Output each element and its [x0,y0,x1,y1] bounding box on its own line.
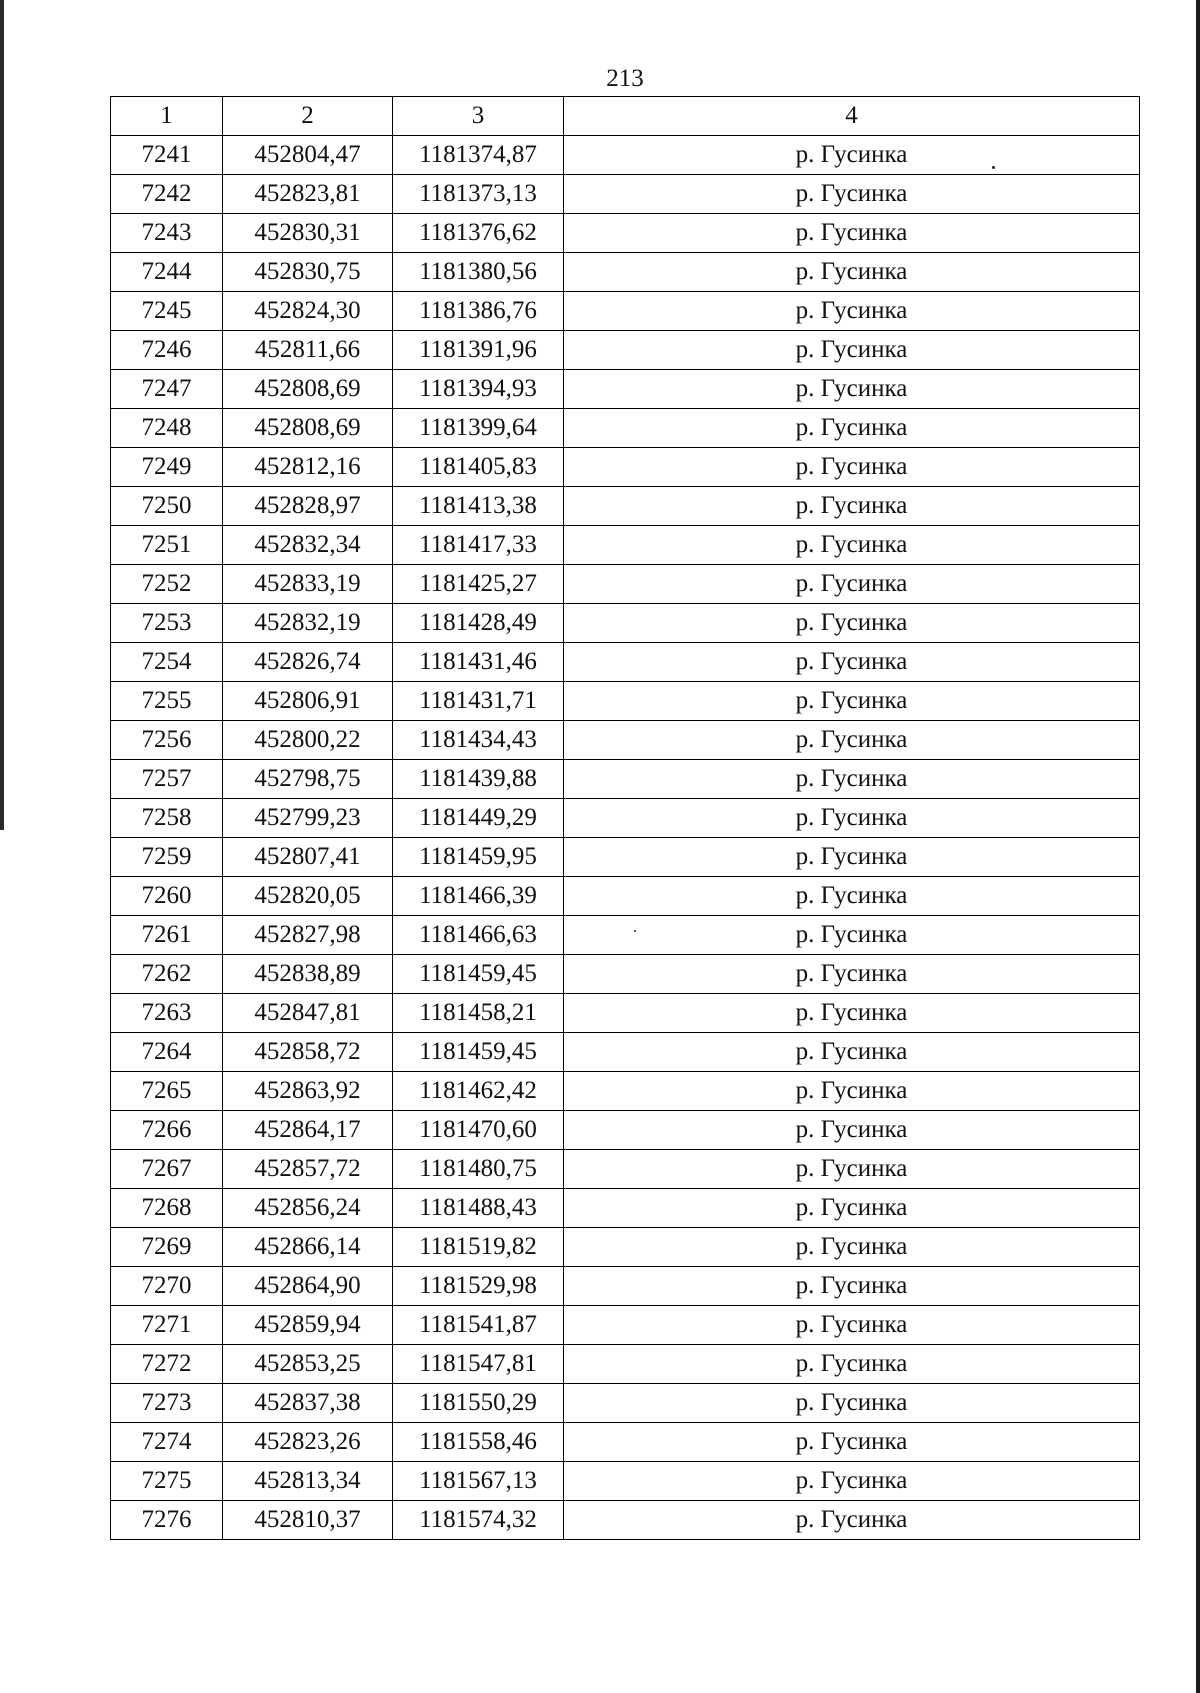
description-cell: р. Гусинка [564,721,1140,760]
description-cell: р. Гусинка [564,1150,1140,1189]
table-row [111,760,1140,799]
y-coordinate-cell: 1181550,29 [393,1384,564,1423]
x-coordinate-cell: 452824,30 [223,292,393,331]
x-coordinate-cell: 452799,23 [223,799,393,838]
scan-speck [634,930,636,932]
point-number-cell: 7258 [111,799,223,838]
point-number-cell: 7253 [111,604,223,643]
table-row [111,1033,1140,1072]
point-number-cell: 7247 [111,370,223,409]
x-coordinate-cell: 452837,38 [223,1384,393,1423]
x-coordinate-cell: 452859,94 [223,1306,393,1345]
table-row [111,1150,1140,1189]
table-row [111,526,1140,565]
x-coordinate-cell: 452833,19 [223,565,393,604]
x-coordinate-cell: 452864,17 [223,1111,393,1150]
y-coordinate-cell: 1181459,95 [393,838,564,877]
y-coordinate-cell: 1181567,13 [393,1462,564,1501]
point-number-cell: 7259 [111,838,223,877]
table-row [111,136,1140,175]
point-number-cell: 7252 [111,565,223,604]
y-coordinate-cell: 1181428,49 [393,604,564,643]
x-coordinate-cell: 452813,34 [223,1462,393,1501]
point-number-cell: 7267 [111,1150,223,1189]
table-row [111,253,1140,292]
y-coordinate-cell: 1181558,46 [393,1423,564,1462]
point-number-cell: 7263 [111,994,223,1033]
y-coordinate-cell: 1181519,82 [393,1228,564,1267]
point-number-cell: 7273 [111,1384,223,1423]
table-row [111,175,1140,214]
description-cell: р. Гусинка [564,1462,1140,1501]
point-number-cell: 7244 [111,253,223,292]
y-coordinate-cell: 1181380,56 [393,253,564,292]
y-coordinate-cell: 1181541,87 [393,1306,564,1345]
x-coordinate-cell: 452827,98 [223,916,393,955]
x-coordinate-cell: 452808,69 [223,370,393,409]
description-cell: р. Гусинка [564,838,1140,877]
x-coordinate-cell: 452808,69 [223,409,393,448]
table-row [111,409,1140,448]
table-header-row [111,97,1140,136]
description-cell: р. Гусинка [564,448,1140,487]
description-cell: р. Гусинка [564,1501,1140,1540]
y-coordinate-cell: 1181466,63 [393,916,564,955]
column-header-4: 4 [564,97,1140,136]
description-cell: р. Гусинка [564,1306,1140,1345]
description-cell: р. Гусинка [564,370,1140,409]
x-coordinate-cell: 452863,92 [223,1072,393,1111]
x-coordinate-cell: 452823,81 [223,175,393,214]
table-row [111,877,1140,916]
x-coordinate-cell: 452847,81 [223,994,393,1033]
x-coordinate-cell: 452866,14 [223,1228,393,1267]
description-cell: р. Гусинка [564,1228,1140,1267]
table-row [111,1111,1140,1150]
description-cell: р. Гусинка [564,1189,1140,1228]
description-cell: р. Гусинка [564,1267,1140,1306]
point-number-cell: 7260 [111,877,223,916]
y-coordinate-cell: 1181417,33 [393,526,564,565]
y-coordinate-cell: 1181458,21 [393,994,564,1033]
y-coordinate-cell: 1181394,93 [393,370,564,409]
y-coordinate-cell: 1181405,83 [393,448,564,487]
coordinates-table [110,96,1140,1540]
table-row [111,331,1140,370]
point-number-cell: 7264 [111,1033,223,1072]
description-cell: р. Гусинка [564,136,1140,175]
table-row [111,1306,1140,1345]
y-coordinate-cell: 1181462,42 [393,1072,564,1111]
table-row [111,487,1140,526]
description-cell: р. Гусинка [564,331,1140,370]
point-number-cell: 7257 [111,760,223,799]
point-number-cell: 7243 [111,214,223,253]
x-coordinate-cell: 452820,05 [223,877,393,916]
y-coordinate-cell: 1181466,39 [393,877,564,916]
y-coordinate-cell: 1181373,13 [393,175,564,214]
x-coordinate-cell: 452800,22 [223,721,393,760]
table-row [111,838,1140,877]
point-number-cell: 7242 [111,175,223,214]
point-number-cell: 7262 [111,955,223,994]
y-coordinate-cell: 1181480,75 [393,1150,564,1189]
description-cell: р. Гусинка [564,916,1140,955]
table-row [111,799,1140,838]
y-coordinate-cell: 1181439,88 [393,760,564,799]
y-coordinate-cell: 1181434,43 [393,721,564,760]
description-cell: р. Гусинка [564,955,1140,994]
table-row [111,565,1140,604]
description-cell: р. Гусинка [564,643,1140,682]
point-number-cell: 7270 [111,1267,223,1306]
point-number-cell: 7254 [111,643,223,682]
description-cell: р. Гусинка [564,526,1140,565]
table-row [111,604,1140,643]
y-coordinate-cell: 1181431,71 [393,682,564,721]
x-coordinate-cell: 452823,26 [223,1423,393,1462]
x-coordinate-cell: 452832,34 [223,526,393,565]
point-number-cell: 7272 [111,1345,223,1384]
description-cell: р. Гусинка [564,604,1140,643]
y-coordinate-cell: 1181470,60 [393,1111,564,1150]
table-row [111,1384,1140,1423]
x-coordinate-cell: 452858,72 [223,1033,393,1072]
table-row [111,448,1140,487]
table-row [111,916,1140,955]
y-coordinate-cell: 1181425,27 [393,565,564,604]
x-coordinate-cell: 452830,31 [223,214,393,253]
description-cell: р. Гусинка [564,1033,1140,1072]
description-cell: р. Гусинка [564,994,1140,1033]
table-row [111,994,1140,1033]
y-coordinate-cell: 1181449,29 [393,799,564,838]
scan-speck [992,166,995,169]
table-row [111,292,1140,331]
description-cell: р. Гусинка [564,760,1140,799]
table-row [111,721,1140,760]
table-row [111,1072,1140,1111]
x-coordinate-cell: 452811,66 [223,331,393,370]
y-coordinate-cell: 1181374,87 [393,136,564,175]
description-cell: р. Гусинка [564,565,1140,604]
table-row [111,1501,1140,1540]
table-body [111,136,1140,1540]
scan-edge-right [1196,0,1200,1693]
table-row [111,682,1140,721]
description-cell: р. Гусинка [564,682,1140,721]
y-coordinate-cell: 1181431,46 [393,643,564,682]
x-coordinate-cell: 452857,72 [223,1150,393,1189]
point-number-cell: 7241 [111,136,223,175]
scan-edge-left [0,0,4,830]
y-coordinate-cell: 1181547,81 [393,1345,564,1384]
point-number-cell: 7274 [111,1423,223,1462]
description-cell: р. Гусинка [564,877,1140,916]
table-row [111,955,1140,994]
table-row [111,1462,1140,1501]
y-coordinate-cell: 1181386,76 [393,292,564,331]
description-cell: р. Гусинка [564,175,1140,214]
table-row [111,214,1140,253]
point-number-cell: 7246 [111,331,223,370]
x-coordinate-cell: 452806,91 [223,682,393,721]
description-cell: р. Гусинка [564,1111,1140,1150]
description-cell: р. Гусинка [564,409,1140,448]
description-cell: р. Гусинка [564,1384,1140,1423]
y-coordinate-cell: 1181413,38 [393,487,564,526]
x-coordinate-cell: 452856,24 [223,1189,393,1228]
point-number-cell: 7275 [111,1462,223,1501]
x-coordinate-cell: 452807,41 [223,838,393,877]
x-coordinate-cell: 452832,19 [223,604,393,643]
y-coordinate-cell: 1181399,64 [393,409,564,448]
y-coordinate-cell: 1181459,45 [393,955,564,994]
point-number-cell: 7255 [111,682,223,721]
x-coordinate-cell: 452864,90 [223,1267,393,1306]
description-cell: р. Гусинка [564,1423,1140,1462]
description-cell: р. Гусинка [564,253,1140,292]
point-number-cell: 7265 [111,1072,223,1111]
column-header-1: 1 [111,97,223,136]
point-number-cell: 7276 [111,1501,223,1540]
x-coordinate-cell: 452804,47 [223,136,393,175]
point-number-cell: 7245 [111,292,223,331]
description-cell: р. Гусинка [564,487,1140,526]
table-row [111,1189,1140,1228]
y-coordinate-cell: 1181574,32 [393,1501,564,1540]
point-number-cell: 7256 [111,721,223,760]
description-cell: р. Гусинка [564,799,1140,838]
y-coordinate-cell: 1181391,96 [393,331,564,370]
point-number-cell: 7250 [111,487,223,526]
x-coordinate-cell: 452826,74 [223,643,393,682]
x-coordinate-cell: 452798,75 [223,760,393,799]
description-cell: р. Гусинка [564,1072,1140,1111]
table-row [111,370,1140,409]
x-coordinate-cell: 452810,37 [223,1501,393,1540]
table-row [111,1228,1140,1267]
description-cell: р. Гусинка [564,214,1140,253]
table-row [111,1267,1140,1306]
point-number-cell: 7269 [111,1228,223,1267]
point-number-cell: 7261 [111,916,223,955]
column-header-2: 2 [223,97,393,136]
x-coordinate-cell: 452830,75 [223,253,393,292]
column-header-3: 3 [393,97,564,136]
description-cell: р. Гусинка [564,292,1140,331]
x-coordinate-cell: 452853,25 [223,1345,393,1384]
y-coordinate-cell: 1181376,62 [393,214,564,253]
table-row [111,643,1140,682]
point-number-cell: 7251 [111,526,223,565]
table-row [111,1345,1140,1384]
y-coordinate-cell: 1181529,98 [393,1267,564,1306]
point-number-cell: 7266 [111,1111,223,1150]
point-number-cell: 7248 [111,409,223,448]
point-number-cell: 7268 [111,1189,223,1228]
page-number: 213 [606,65,644,92]
x-coordinate-cell: 452812,16 [223,448,393,487]
point-number-cell: 7249 [111,448,223,487]
point-number-cell: 7271 [111,1306,223,1345]
x-coordinate-cell: 452828,97 [223,487,393,526]
x-coordinate-cell: 452838,89 [223,955,393,994]
table-row [111,1423,1140,1462]
y-coordinate-cell: 1181488,43 [393,1189,564,1228]
description-cell: р. Гусинка [564,1345,1140,1384]
y-coordinate-cell: 1181459,45 [393,1033,564,1072]
